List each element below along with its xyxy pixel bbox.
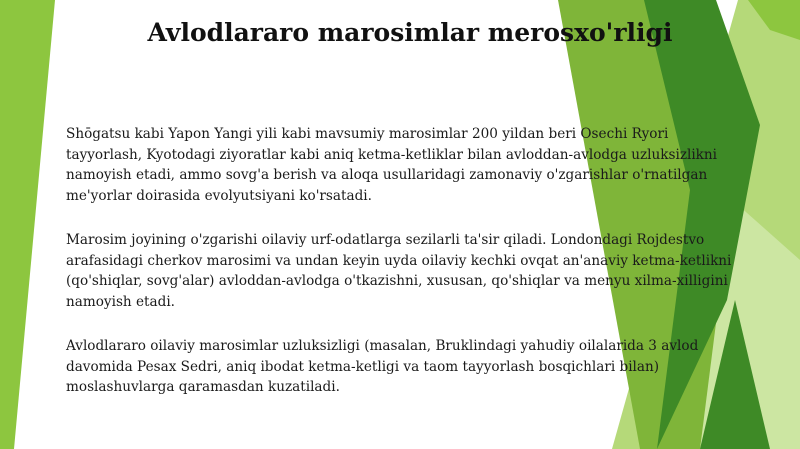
- slide-title: Avlodlararo marosimlar merosxo'rligi: [147, 18, 673, 47]
- slide-body: [66, 124, 746, 422]
- left-green-bar: [0, 0, 55, 449]
- paragraph-3: Avlodlararo oilaviy marosimlar uzluksizligi (masalan, Bruklindagi yahudiy oilalarida 3 avlod davomida Pesax Sedri, aniq ibodat ketma-ketligi va taom tayyorlash bosqichlari bilan) moslashuvlarga qaramasdan kuzatiladi.: [66, 338, 699, 395]
- paragraph-2: Marosim joyining o'zgarishi oilaviy urf-odatlarga sezilarli ta'sir qiladi. Londondagi Rojdestvo arafasidagi cherkov marosimi va undan keyin uyda oilaviy kechki ovqat an'anaviy ketma-ketlikni (qo'shiqlar, sovg'alar) avloddan-avlodga o'tkazishni, xususan, qo'shiqlar va menyu xilma-xilligini namoyish etadi.: [66, 232, 732, 310]
- paragraph-1: Shōgatsu kabi Yapon Yangi yili kabi mavsumiy marosimlar 200 yildan beri Osechi Ryori tayyorlash, Kyotodagi ziyoratlar kabi aniq ketma-ketliklar bilan avloddan-avlodga uzluksizlikni namoyish etadi, ammo sovg'a berish va aloqa usullaridagi zamonaviy o'zgarishlar o'rnatilgan me'yorlar doirasida evolyutsiyani ko'rsatadi.: [66, 126, 718, 204]
